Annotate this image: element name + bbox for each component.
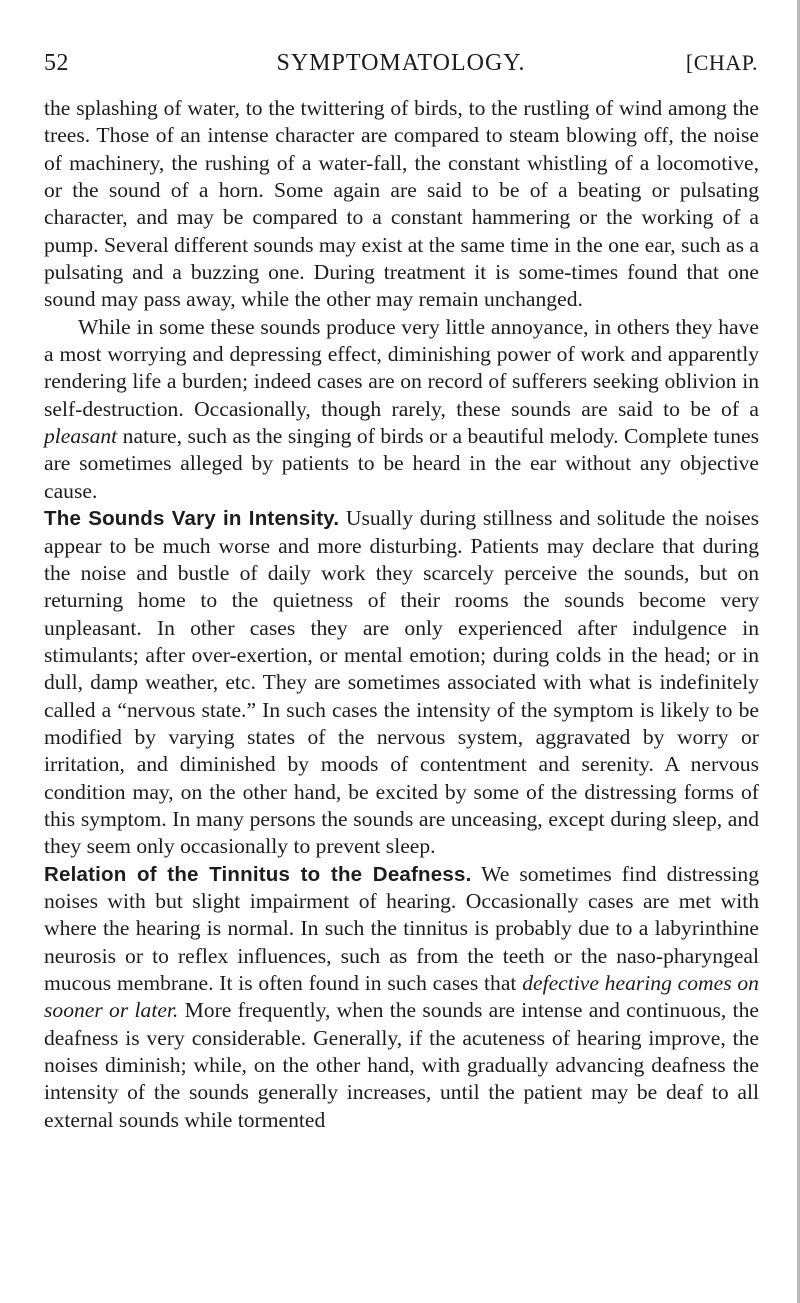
running-header bbox=[44, 50, 758, 86]
paragraph-text: nature, such as the singing of birds or a beautiful melody. Complete tunes are sometimes alleged by patients to be heard in the ear without any objective cause. bbox=[44, 424, 759, 503]
paragraph-text: We sometimes find distressing noises with but slight impairment of hearing. Occasionally cases are met with where the hearing is normal. In such the tinnitus is probably due to a labyrinthine neurosis or to reflex influences, such as from the teeth or the naso-pharyngeal mucous membrane. It is often found in such cases that bbox=[44, 861, 759, 995]
paragraph-text: More frequently, when the sounds are intense and continuous, the deafness is very considerable. Generally, if the acuteness of hearing improve, the noises diminish; while, on the other hand, with gradually advancing deafness the intensity of the sounds generally increases, until the patient may be deaf to all external sounds while tormented bbox=[44, 998, 759, 1132]
section-heading-relation: Relation of the Tinnitus to the Deafness. bbox=[44, 862, 472, 886]
paragraph-intensity bbox=[44, 505, 759, 860]
paragraph-text: the splashing of water, to the twittering of birds, to the rustling of wind among the trees. Those of an intense character are compared to steam blowing off, the noise of machinery, the rushing of a water-fall, the constant whistling of a locomotive, or the sound of a horn. Some again are said to be of a beating or pulsating character, and may be compared to a constant hammering or the working of a pump. Several different sounds may exist at the same time in the one ear, such as a pulsating and a buzzing one. During treatment it is some-times found that one sound may pass away, while the other may remain unchanged. bbox=[44, 96, 759, 312]
chapter-marker: [CHAP. bbox=[685, 50, 758, 75]
page-number: 52 bbox=[44, 50, 69, 76]
section-heading-intensity: The Sounds Vary in Intensity. bbox=[44, 507, 340, 531]
running-title: SYMPTOMATOLOGY. bbox=[276, 50, 526, 76]
paragraph-relation bbox=[44, 861, 759, 1134]
paragraph-annoyance bbox=[44, 314, 759, 505]
paragraph-text: While in some these sounds produce very little annoyance, in others they have a most worrying and depressing effect, diminishing power of work and apparently rendering life a burden; indeed cases are on record of sufferers seeking oblivion in self-destruction. Occasionally, though rarely, these sounds are said to be of a bbox=[44, 314, 759, 421]
italic-phrase: defective hearing comes on sooner or later. bbox=[44, 971, 759, 1023]
italic-term: pleasant bbox=[44, 424, 118, 449]
paragraph-continued bbox=[44, 95, 759, 314]
body-text bbox=[44, 95, 759, 1134]
paragraph-text: Usually during stillness and solitude the noises appear to be much worse and more disturbing. Patients may declare that during the noise and bustle of daily work they scarcely perceive the sounds, but on returning home to the quietness of their rooms the sounds become very unpleasant. In other cases they are only experienced after indulgence in stimulants; after over-exertion, or mental emotion; during colds in the head; or in dull, damp weather, etc. They are sometimes associated with what is indefinitely called a “nervous state.” In such cases the intensity of the symptom is likely to be modified by varying states of the nervous system, aggravated by worry or irritation, and diminished by moods of contentment and serenity. A nervous condition may, on the other hand, be excited by some of the distressing forms of this symptom. In many persons the sounds are unceasing, except during sleep, and they seem only occasionally to prevent sleep. bbox=[44, 506, 759, 859]
